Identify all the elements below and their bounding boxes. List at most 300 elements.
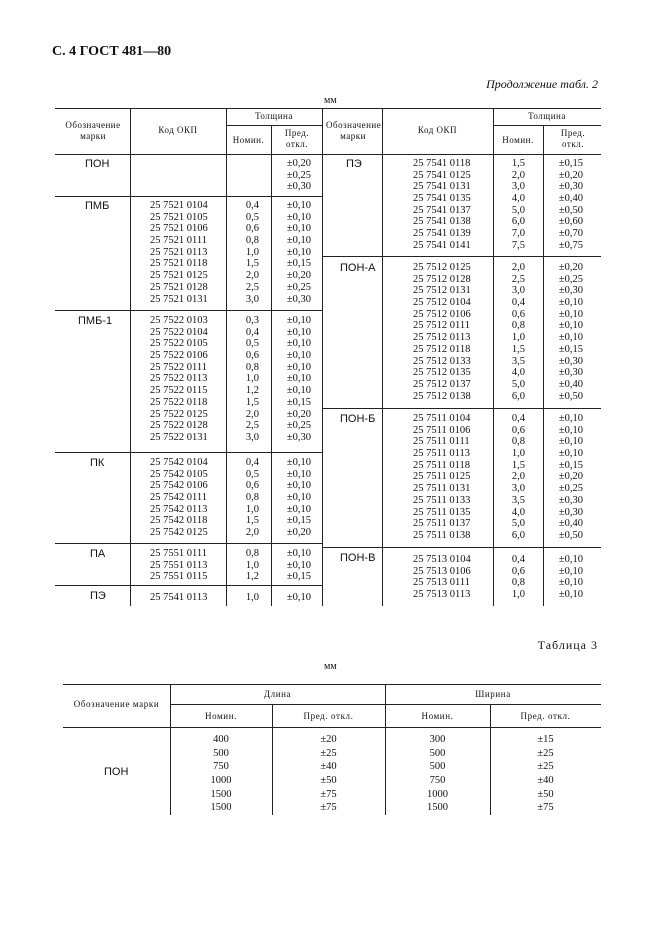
- deviation-column: [271, 592, 311, 604]
- deviation-value: ±0,15: [558, 459, 583, 471]
- deviation-value: ±0,30: [286, 181, 311, 193]
- deviation-value: ±0,10: [558, 297, 583, 309]
- length-deviation-column: [272, 733, 385, 815]
- okp-code: 25 7511 0113: [413, 448, 470, 460]
- deviation-value: ±0,10: [558, 436, 583, 448]
- deviation-value: ±0,15: [286, 396, 311, 408]
- length-deviation-value: ±50: [320, 775, 337, 787]
- deviation-value: ±0,15: [286, 258, 311, 270]
- brand-label: ПК: [90, 457, 105, 469]
- nominal-value: 2,5: [245, 420, 259, 432]
- nominal-value: 2,5: [511, 273, 525, 285]
- nominal-value: 5,0: [511, 204, 525, 216]
- table2-right-thickness-rule: [493, 125, 601, 126]
- nominal-value: 0,6: [511, 308, 525, 320]
- length-deviation-value: ±75: [320, 788, 337, 800]
- table2-header-thickness: Толщина: [528, 111, 566, 121]
- deviation-value: ±0,10: [558, 448, 583, 460]
- width-deviation-value: ±75: [537, 802, 554, 814]
- deviation-value: ±0,10: [286, 548, 311, 559]
- table2-header-rule: [55, 154, 601, 155]
- nominal-value: 0,6: [511, 424, 525, 436]
- table2-header-brand: Обозначение марки: [326, 120, 382, 141]
- nominal-column: [226, 457, 259, 539]
- deviation-value: ±0,20: [558, 169, 583, 181]
- deviation-value: ±0,60: [558, 216, 583, 228]
- nominal-value: 0,8: [245, 548, 259, 559]
- okp-code: 25 7511 0106: [413, 424, 471, 436]
- deviation-value: ±0,40: [558, 518, 583, 530]
- nominal-value: 0,5: [245, 468, 259, 480]
- table2-continuation-label: Продолжение табл. 2: [486, 77, 598, 91]
- deviation-column: [271, 548, 311, 583]
- deviation-value: ±0,70: [558, 228, 583, 240]
- okp-code: 25 7512 0128: [413, 273, 471, 285]
- okp-code: 25 7522 0118: [150, 396, 208, 408]
- nominal-value: 0,8: [245, 361, 259, 373]
- nominal-value: 0,8: [511, 577, 525, 589]
- table2-column-rule: [130, 108, 131, 606]
- okp-code: 25 7521 0106: [150, 223, 208, 235]
- deviation-value: ±0,30: [558, 494, 583, 506]
- deviation-value: ±0,10: [286, 457, 311, 468]
- nominal-column: [226, 548, 259, 583]
- okp-code-column: [150, 315, 208, 444]
- nominal-value: 1,0: [245, 503, 259, 515]
- nominal-column: [226, 315, 259, 444]
- nominal-value: 1,5: [511, 343, 525, 355]
- okp-code: 25 7522 0104: [150, 326, 208, 338]
- nominal-value: 0,6: [245, 223, 259, 235]
- deviation-value: ±0,20: [286, 270, 311, 282]
- deviation-value: ±0,10: [286, 480, 311, 492]
- table2-unit: мм: [324, 95, 337, 106]
- nominal-value: 0,4: [245, 326, 259, 338]
- length-deviation-value: ±40: [320, 761, 337, 773]
- deviation-value: ±0,10: [286, 592, 311, 603]
- brand-label: ПОН-В: [340, 552, 376, 564]
- brand-label: ПМБ: [85, 200, 110, 212]
- width-deviation-value: ±40: [537, 775, 554, 787]
- okp-code-column: [413, 413, 470, 542]
- okp-code-column: [150, 200, 208, 305]
- deviation-value: ±0,10: [286, 385, 311, 397]
- okp-code: 25 7541 0135: [413, 193, 471, 205]
- okp-code: 25 7551 0115: [150, 571, 208, 583]
- table3-header-length-nominal: Номин.: [204, 711, 237, 721]
- okp-code: 25 7521 0125: [150, 270, 208, 282]
- deviation-value: ±0,30: [558, 506, 583, 518]
- nominal-value: 0,4: [245, 457, 259, 468]
- deviation-value: ±0,10: [558, 554, 583, 565]
- brand-label: ПЭ: [346, 158, 362, 170]
- okp-code: 25 7511 0135: [413, 506, 471, 518]
- okp-code: 25 7513 0106: [413, 565, 471, 577]
- deviation-column: [271, 457, 311, 539]
- table2-header-okp: Код ОКП: [417, 125, 458, 135]
- okp-code: 25 7512 0113: [413, 332, 471, 344]
- deviation-value: ±0,20: [558, 262, 583, 273]
- nominal-value: 5,0: [511, 518, 525, 530]
- nominal-value: 0,4: [511, 554, 525, 565]
- okp-code: 25 7511 0131: [413, 483, 471, 495]
- nominal-value: 1,0: [245, 373, 259, 385]
- width-deviation-value: ±50: [537, 788, 554, 800]
- okp-code: 25 7542 0113: [150, 503, 208, 515]
- width-nominal-value: 500: [429, 761, 446, 773]
- table2-right-group-rule: [322, 547, 601, 548]
- deviation-value: ±0,30: [286, 293, 311, 305]
- deviation-value: ±0,10: [558, 332, 583, 344]
- okp-code-column: [150, 548, 207, 583]
- nominal-value: 6,0: [511, 529, 525, 541]
- nominal-value: 3,0: [511, 285, 525, 297]
- nominal-value: 3,5: [511, 355, 525, 367]
- deviation-value: ±0,50: [558, 204, 583, 216]
- nominal-value: 4,0: [511, 506, 525, 518]
- nominal-value: 1,0: [245, 246, 259, 258]
- deviation-column: [271, 315, 311, 444]
- nominal-value: 3,0: [511, 483, 525, 495]
- table2-left-group-rule: [55, 543, 322, 544]
- deviation-value: ±0,30: [558, 285, 583, 297]
- nominal-value: 2,0: [245, 408, 259, 420]
- nominal-column: [226, 592, 259, 604]
- table2-middle-rule: [322, 108, 323, 606]
- nominal-value: 2,5: [245, 281, 259, 293]
- okp-code-column: [413, 554, 471, 601]
- okp-code: 25 7512 0111: [413, 320, 470, 332]
- okp-code: 25 7522 0125: [150, 408, 208, 420]
- okp-code: 25 7511 0133: [413, 494, 471, 506]
- nominal-value: 1,5: [245, 396, 259, 408]
- okp-code: 25 7521 0113: [150, 246, 208, 258]
- okp-code: 25 7522 0103: [150, 315, 208, 326]
- nominal-column: [226, 200, 259, 305]
- brand-label: ПЭ: [90, 590, 106, 602]
- nominal-value: 0,5: [245, 338, 259, 350]
- nominal-value: 3,0: [245, 293, 259, 305]
- deviation-value: ±0,15: [558, 158, 583, 169]
- nominal-value: 1,2: [245, 385, 259, 397]
- okp-code: 25 7541 0141: [413, 239, 471, 251]
- deviation-value: ±0,10: [286, 211, 311, 223]
- width-deviation-value: ±15: [537, 734, 554, 745]
- deviation-value: ±0,20: [558, 471, 583, 483]
- brand-label: ПМБ-1: [78, 315, 113, 327]
- brand-label: ПОН-А: [340, 262, 376, 274]
- okp-code: 25 7542 0118: [150, 515, 208, 527]
- table2-column-rule: [382, 108, 383, 606]
- deviation-value: ±0,10: [286, 200, 311, 211]
- deviation-value: ±0,30: [558, 355, 583, 367]
- table3-top-rule: [63, 684, 601, 685]
- deviation-value: ±0,10: [286, 492, 311, 504]
- okp-code: 25 7513 0113: [413, 589, 471, 601]
- deviation-value: ±0,25: [286, 169, 311, 181]
- okp-code: 25 7512 0133: [413, 355, 471, 367]
- deviation-value: ±0,10: [286, 235, 311, 247]
- length-deviation-value: ±75: [320, 802, 337, 814]
- table2-left-group-rule: [55, 452, 322, 453]
- okp-code-column: [150, 457, 208, 539]
- okp-code: 25 7512 0125: [413, 262, 471, 273]
- nominal-column: [493, 413, 525, 542]
- okp-code: 25 7541 0113: [150, 592, 208, 603]
- okp-code: 25 7512 0135: [413, 367, 471, 379]
- deviation-value: ±0,40: [558, 193, 583, 205]
- deviation-value: ±0,10: [558, 320, 583, 332]
- deviation-value: ±0,25: [286, 281, 311, 293]
- nominal-value: 0,8: [245, 492, 259, 504]
- okp-code: 25 7542 0125: [150, 527, 208, 539]
- nominal-value: 7,5: [511, 239, 525, 251]
- deviation-value: ±0,10: [558, 413, 583, 424]
- table2-header-thickness: Толщина: [255, 111, 293, 121]
- nominal-value: 1,2: [245, 571, 259, 583]
- nominal-value: 1,5: [245, 515, 259, 527]
- nominal-value: 2,0: [511, 471, 525, 483]
- table3-header-length-deviation: Пред. откл.: [303, 711, 354, 721]
- deviation-value: ±0,50: [558, 390, 583, 402]
- length-nominal-column: [170, 733, 272, 815]
- deviation-value: ±0,25: [558, 273, 583, 285]
- okp-code: 25 7551 0113: [150, 559, 208, 571]
- table2-left-group-rule: [55, 585, 322, 586]
- deviation-value: ±0,10: [286, 503, 311, 515]
- deviation-value: ±0,10: [558, 308, 583, 320]
- nominal-value: 5,0: [511, 378, 525, 390]
- okp-code: 25 7512 0104: [413, 297, 471, 309]
- nominal-column: [493, 158, 525, 252]
- nominal-value: 0,6: [245, 350, 259, 362]
- table3-header-width: Ширина: [475, 689, 511, 699]
- nominal-value: 2,0: [245, 527, 259, 539]
- width-deviation-value: ±25: [537, 747, 554, 759]
- nominal-value: 0,6: [511, 565, 525, 577]
- nominal-value: 1,5: [245, 258, 259, 270]
- nominal-value: 1,5: [511, 158, 525, 169]
- deviation-value: ±0,10: [286, 468, 311, 480]
- okp-code: 25 7541 0125: [413, 169, 471, 181]
- deviation-value: ±0,25: [558, 483, 583, 495]
- width-nominal-value: 1500: [427, 802, 448, 814]
- nominal-value: 1,5: [511, 459, 525, 471]
- okp-code: 25 7512 0138: [413, 390, 471, 402]
- table2-header-deviation: Пред. откл.: [284, 128, 310, 149]
- okp-code: 25 7522 0115: [150, 385, 208, 397]
- deviation-value: ±0,40: [558, 378, 583, 390]
- deviation-value: ±0,10: [286, 559, 311, 571]
- okp-code: 25 7521 0104: [150, 200, 208, 211]
- okp-code: 25 7541 0137: [413, 204, 471, 216]
- deviation-value: ±0,10: [558, 577, 583, 589]
- deviation-value: ±0,30: [558, 181, 583, 193]
- table2-right-group-rule: [322, 408, 601, 409]
- deviation-value: ±0,10: [558, 589, 583, 601]
- length-nominal-value: 500: [213, 747, 229, 759]
- deviation-value: ±0,10: [286, 326, 311, 338]
- length-deviation-value: ±20: [320, 734, 337, 745]
- okp-code: 25 7512 0118: [413, 343, 471, 355]
- brand-label: ПОН-Б: [340, 413, 376, 425]
- table3-header-brand: Обозначение марки: [73, 699, 160, 709]
- deviation-column: [543, 158, 583, 252]
- okp-code: 25 7522 0111: [150, 361, 207, 373]
- okp-code: 25 7513 0104: [413, 554, 471, 565]
- deviation-value: ±0,15: [286, 571, 311, 583]
- nominal-value: 6,0: [511, 390, 525, 402]
- deviation-column: [543, 554, 583, 601]
- deviation-value: ±0,25: [286, 420, 311, 432]
- table2-top-rule: [55, 108, 601, 109]
- okp-code: 25 7541 0139: [413, 228, 471, 240]
- deviation-value: ±0,50: [558, 529, 583, 541]
- width-nominal-value: 750: [429, 775, 446, 787]
- deviation-value: ±0,10: [286, 223, 311, 235]
- deviation-value: ±0,15: [558, 343, 583, 355]
- deviation-value: ±0,30: [286, 431, 311, 443]
- okp-code: 25 7522 0128: [150, 420, 208, 432]
- okp-code-column: [150, 592, 207, 604]
- table3-header-rule: [63, 727, 601, 728]
- nominal-value: 0,8: [245, 235, 259, 247]
- okp-code: 25 7513 0111: [413, 577, 470, 589]
- table2-right-group-rule: [322, 256, 601, 257]
- nominal-value: 0,4: [245, 200, 259, 211]
- table3-unit: мм: [324, 661, 337, 672]
- okp-code: 25 7511 0118: [413, 459, 470, 471]
- okp-code: 25 7512 0131: [413, 285, 471, 297]
- okp-code: 25 7542 0111: [150, 492, 207, 504]
- nominal-value: 1,0: [511, 448, 525, 460]
- nominal-value: 0,3: [245, 315, 259, 326]
- deviation-value: ±0,30: [558, 367, 583, 379]
- okp-code: 25 7541 0118: [413, 158, 471, 169]
- nominal-column: [493, 554, 525, 601]
- okp-code: 25 7511 0125: [413, 471, 471, 483]
- length-nominal-value: 400: [213, 734, 229, 745]
- deviation-value: ±0,10: [558, 424, 583, 436]
- deviation-value: ±0,15: [286, 515, 311, 527]
- nominal-value: 2,0: [511, 169, 525, 181]
- deviation-value: ±0,75: [558, 239, 583, 251]
- table2-header-deviation: Пред. откл.: [560, 128, 586, 149]
- nominal-column: [493, 262, 525, 402]
- okp-code: 25 7512 0137: [413, 378, 471, 390]
- nominal-value: 1,0: [511, 589, 525, 601]
- table3-header-width-nominal: Номин.: [421, 711, 454, 721]
- deviation-value: ±0,10: [286, 246, 311, 258]
- okp-code-column: [413, 158, 471, 252]
- table2-header-nominal: Номин.: [232, 135, 265, 145]
- okp-code: 25 7522 0105: [150, 338, 208, 350]
- deviation-value: ±0,10: [286, 315, 311, 326]
- okp-code: 25 7521 0131: [150, 293, 208, 305]
- length-nominal-value: 1500: [210, 788, 232, 800]
- nominal-value: 1,0: [245, 559, 259, 571]
- okp-code: 25 7521 0105: [150, 211, 208, 223]
- table3-header-length: Длина: [263, 689, 292, 699]
- deviation-value: ±0,10: [286, 373, 311, 385]
- nominal-value: 3,0: [511, 181, 525, 193]
- nominal-value: 0,6: [245, 480, 259, 492]
- okp-code: 25 7512 0106: [413, 308, 471, 320]
- okp-code: 25 7542 0105: [150, 468, 208, 480]
- nominal-value: 3,0: [245, 431, 259, 443]
- width-deviation-value: ±25: [537, 761, 554, 773]
- okp-code: 25 7522 0131: [150, 431, 208, 443]
- deviation-column: [271, 158, 311, 193]
- nominal-value: 0,5: [245, 211, 259, 223]
- deviation-column: [271, 200, 311, 305]
- okp-code: 25 7521 0111: [150, 235, 207, 247]
- okp-code: 25 7541 0131: [413, 181, 471, 193]
- table2-left-thickness-rule: [226, 125, 322, 126]
- deviation-value: ±0,10: [558, 565, 583, 577]
- okp-code: 25 7541 0138: [413, 216, 471, 228]
- table2-left-group-rule: [55, 310, 322, 311]
- table2-left-group-rule: [55, 196, 322, 197]
- nominal-value: 1,0: [245, 592, 259, 603]
- okp-code: 25 7542 0104: [150, 457, 208, 468]
- deviation-value: ±0,20: [286, 408, 311, 420]
- page-header: С. 4 ГОСТ 481—80: [52, 44, 172, 59]
- width-nominal-value: 1000: [427, 788, 448, 800]
- table2-header-nominal: Номин.: [502, 135, 534, 145]
- brand-label: ПОН: [85, 158, 110, 170]
- nominal-value: 0,4: [511, 413, 525, 424]
- nominal-value: 7,0: [511, 228, 525, 240]
- nominal-value: 4,0: [511, 367, 525, 379]
- okp-code: 25 7522 0106: [150, 350, 208, 362]
- nominal-value: 1,0: [511, 332, 525, 344]
- length-nominal-value: 1000: [210, 775, 232, 787]
- okp-code: 25 7511 0104: [413, 413, 471, 424]
- okp-code: 25 7511 0111: [413, 436, 470, 448]
- table2-header-brand: Обозначение марки: [65, 120, 121, 141]
- table3-caption: Таблица 3: [537, 638, 598, 652]
- nominal-value: 0,8: [511, 320, 525, 332]
- deviation-column: [543, 262, 583, 402]
- width-nominal-value: 500: [429, 747, 446, 759]
- nominal-value: 6,0: [511, 216, 525, 228]
- deviation-value: ±0,10: [286, 350, 311, 362]
- nominal-value: 4,0: [511, 193, 525, 205]
- nominal-value: 2,0: [245, 270, 259, 282]
- length-nominal-value: 750: [213, 761, 229, 773]
- deviation-value: ±0,10: [286, 338, 311, 350]
- brand-label: ПОН: [104, 766, 129, 778]
- width-nominal-value: 300: [429, 734, 446, 745]
- deviation-value: ±0,10: [286, 361, 311, 373]
- table2-header-okp: Код ОКП: [158, 125, 198, 135]
- deviation-column: [543, 413, 583, 542]
- deviation-value: ±0,20: [286, 158, 311, 169]
- width-deviation-column: [490, 733, 601, 815]
- nominal-value: 3,5: [511, 494, 525, 506]
- table3-header-width-deviation: Пред. откл.: [520, 711, 571, 721]
- nominal-value: 0,8: [511, 436, 525, 448]
- width-nominal-column: [385, 733, 490, 815]
- okp-code-column: [413, 262, 471, 402]
- length-nominal-value: 1500: [210, 802, 232, 814]
- nominal-value: 0,4: [511, 297, 525, 309]
- okp-code: 25 7511 0138: [413, 529, 471, 541]
- okp-code: 25 7511 0137: [413, 518, 471, 530]
- okp-code: 25 7521 0118: [150, 258, 208, 270]
- deviation-value: ±0,20: [286, 527, 311, 539]
